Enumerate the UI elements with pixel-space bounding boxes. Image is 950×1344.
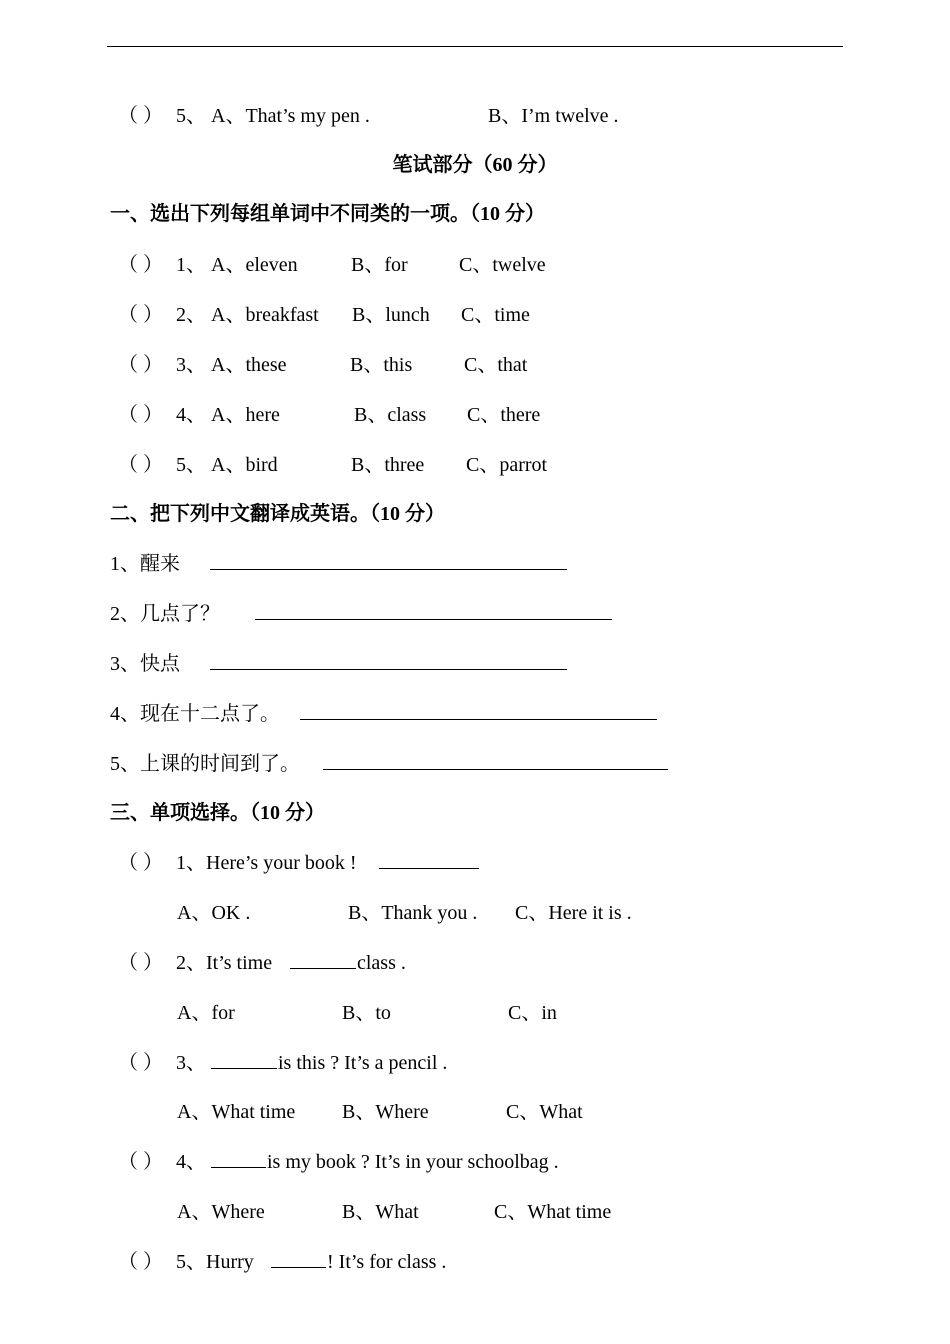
option-c: C、in	[508, 1002, 557, 1024]
option-a: A、these	[211, 354, 287, 376]
answer-blank[interactable]	[210, 647, 567, 679]
option-a: A、That’s my pen .	[211, 105, 370, 127]
answer-paren[interactable]: （ ）	[118, 454, 163, 476]
answer-blank[interactable]	[300, 697, 657, 729]
option-b: B、for	[351, 254, 408, 276]
question-text-cont: is this ? It’s a pencil .	[278, 1052, 448, 1074]
written-part-title: 笔试部分（60 分）	[392, 154, 558, 176]
answer-paren[interactable]: （ ）	[118, 952, 163, 974]
answer-blank[interactable]	[271, 1245, 326, 1277]
question-number: 3、	[176, 354, 206, 376]
question-text: 4、	[176, 1151, 206, 1173]
option-a: A、OK .	[177, 902, 251, 924]
option-c: C、there	[467, 404, 541, 426]
answer-paren[interactable]: （ ）	[118, 404, 163, 426]
question-text: 1、Here’s your book !	[176, 852, 357, 874]
option-b: B、Thank you .	[348, 902, 478, 924]
question-number: 2、	[176, 304, 206, 326]
chinese-phrase: 4、现在十二点了。	[110, 703, 280, 725]
answer-blank[interactable]	[323, 747, 668, 779]
question-text-cont: class .	[357, 952, 406, 974]
answer-paren[interactable]: （ ）	[118, 105, 163, 127]
option-c: C、twelve	[459, 254, 546, 276]
answer-blank[interactable]	[290, 946, 356, 978]
question-number: 4、	[176, 404, 206, 426]
option-c: C、What time	[494, 1201, 612, 1223]
answer-blank[interactable]	[211, 1145, 266, 1177]
option-b: B、Where	[342, 1101, 429, 1123]
question-number: 5、	[176, 454, 206, 476]
answer-blank[interactable]	[255, 597, 612, 629]
chinese-phrase: 3、快点	[110, 653, 180, 675]
answer-blank[interactable]	[210, 547, 567, 579]
option-b: B、What	[342, 1201, 419, 1223]
question-text: 3、	[176, 1052, 206, 1074]
option-c: C、that	[464, 354, 528, 376]
option-b: B、three	[351, 454, 425, 476]
option-b: B、class	[354, 404, 427, 426]
question-text: 2、It’s time	[176, 952, 273, 974]
answer-paren[interactable]: （ ）	[118, 1052, 163, 1074]
question-text: 5、Hurry	[176, 1251, 254, 1273]
option-a: A、eleven	[211, 254, 298, 276]
option-a: A、bird	[211, 454, 278, 476]
chinese-phrase: 2、几点了？	[110, 603, 220, 625]
option-b: B、I’m twelve .	[488, 105, 619, 127]
chinese-phrase: 1、醒来	[110, 553, 180, 575]
option-a: A、What time	[177, 1101, 296, 1123]
answer-paren[interactable]: （ ）	[118, 254, 163, 276]
header-rule	[107, 46, 843, 47]
option-c: C、parrot	[466, 454, 548, 476]
question-text-cont: is my book ? It’s in your schoolbag .	[267, 1151, 559, 1173]
answer-paren[interactable]: （ ）	[118, 1251, 163, 1273]
answer-blank[interactable]	[211, 1046, 277, 1078]
answer-paren[interactable]: （ ）	[118, 304, 163, 326]
chinese-phrase: 5、上课的时间到了。	[110, 753, 300, 775]
option-a: A、here	[211, 404, 280, 426]
option-b: B、this	[350, 354, 413, 376]
answer-paren[interactable]: （ ）	[118, 852, 163, 874]
question-number: 5、	[176, 105, 206, 127]
option-a: A、breakfast	[211, 304, 319, 326]
answer-paren[interactable]: （ ）	[118, 1151, 163, 1173]
option-b: B、to	[342, 1002, 391, 1024]
option-c: C、Here it is .	[515, 902, 632, 924]
option-c: C、time	[461, 304, 530, 326]
option-c: C、What	[506, 1101, 583, 1123]
option-b: B、lunch	[352, 304, 430, 326]
question-number: 1、	[176, 254, 206, 276]
answer-blank[interactable]	[379, 846, 479, 878]
option-a: A、for	[177, 1002, 235, 1024]
question-text-cont: ! It’s for class .	[327, 1251, 447, 1273]
answer-paren[interactable]: （ ）	[118, 354, 163, 376]
option-a: A、Where	[177, 1201, 265, 1223]
